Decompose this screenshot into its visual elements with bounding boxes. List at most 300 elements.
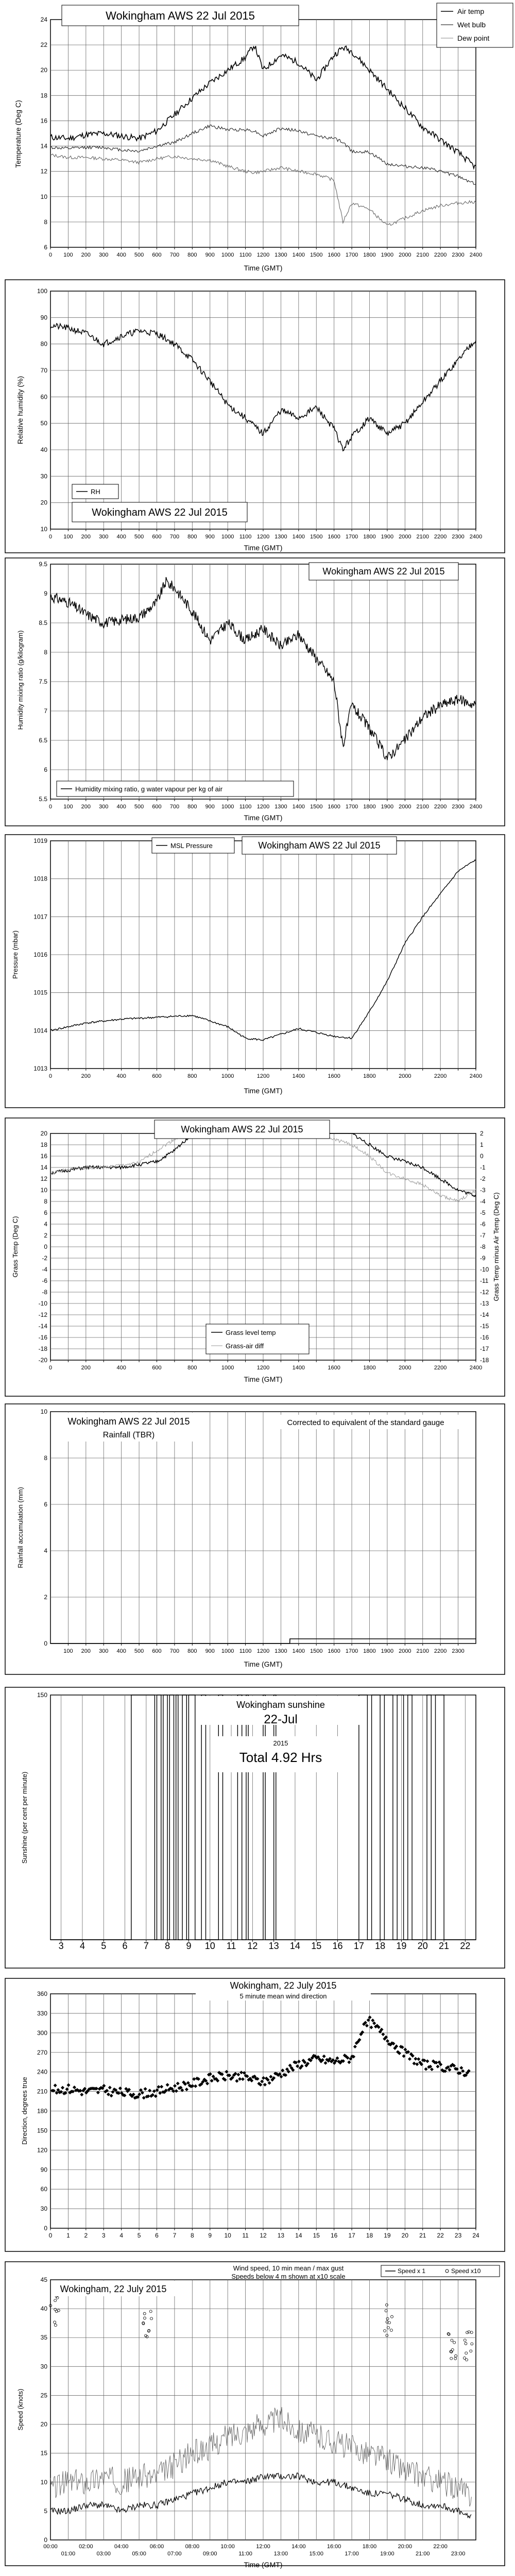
humidity-x-tick-label: 200	[81, 534, 91, 540]
wind-speed-y-tick-label: 45	[40, 2276, 47, 2283]
humidity-x-tick-label: 1000	[221, 534, 234, 540]
temperature-y-tick-label: 22	[40, 41, 47, 49]
legend-rh: RH	[91, 488, 100, 496]
mixing-ratio-x-tick-label: 1400	[292, 804, 305, 810]
rainfall-x-tick-label: 600	[152, 1648, 162, 1654]
mixing-ratio-title: Wokingham AWS 22 Jul 2015	[322, 566, 445, 577]
mixing-ratio-x-tick-label: 1300	[274, 804, 287, 810]
wind-speed-subtitle: Wind speed, 10 min mean / max gust	[233, 2264, 344, 2272]
temperature-y-tick-label: 18	[40, 92, 47, 99]
humidity-x-tick-label: 500	[134, 534, 144, 540]
mixing-ratio-y-tick-label: 6	[44, 766, 47, 773]
rainfall-panel	[0, 1401, 515, 1680]
humidity-x-tick-label: 600	[152, 534, 162, 540]
wind-speed-y-tick-label: 0	[44, 2536, 47, 2544]
wind-speed-panel	[0, 2259, 515, 2573]
temperature-x-tick-label: 2300	[452, 252, 465, 258]
wind-direction-y-tick-label: 0	[44, 2225, 47, 2232]
wind-speed-x-tick-label: 06:00	[149, 2544, 164, 2550]
pressure-x-tick-label: 200	[81, 1073, 91, 1079]
rainfall-x-tick-label: 400	[116, 1648, 126, 1654]
rainfall-x-tick-label: 1900	[381, 1648, 394, 1654]
mixing-ratio-x-tick-label: 200	[81, 804, 91, 810]
mixing-ratio-y-tick-label: 6.5	[39, 737, 47, 744]
mixing-ratio-x-tick-label: 2300	[452, 804, 465, 810]
legend-speed-x10: Speed x10	[451, 2267, 481, 2275]
sunshine-x-tick-label: 20	[417, 1941, 428, 1951]
temperature-y-tick-label: 12	[40, 167, 47, 175]
rainfall-x-tick-label: 1100	[239, 1648, 252, 1654]
humidity-x-tick-label: 700	[169, 534, 180, 540]
humidity-ylabel: Relative humidity (%)	[16, 376, 24, 445]
wind-speed-x-tick-label: 02:00	[79, 2544, 93, 2550]
wind-speed-chart	[0, 2259, 515, 2573]
humidity-x-tick-label: 1100	[239, 534, 252, 540]
temperature-ylabel: Temperature (Deg C)	[14, 100, 22, 168]
wind-speed-x-tick-label: 07:00	[167, 2551, 182, 2557]
sunshine-total: Total 4.92 Hrs	[239, 1750, 322, 1765]
grass-temp-right-y-tick-label: -3	[480, 1187, 486, 1194]
pressure-x-tick-label: 800	[187, 1073, 197, 1079]
grass-temp-y-tick-label: 4	[44, 1221, 47, 1228]
mixing-ratio-y-tick-label: 8	[44, 649, 47, 656]
sunshine-subtitle: 22-Jul	[264, 1713, 298, 1726]
grass-temp-right-y-tick-label: -9	[480, 1255, 486, 1262]
wind-direction-y-tick-label: 210	[37, 2088, 47, 2095]
grass-temp-right-y-tick-label: -2	[480, 1175, 486, 1182]
sunshine-ylabel: Sunshine (per cent per minute)	[21, 1771, 28, 1864]
rainfall-y-tick-label: 2	[44, 1594, 47, 1601]
wind-direction-x-tick-label: 9	[208, 2232, 212, 2239]
wind-direction-y-tick-label: 150	[37, 2127, 47, 2134]
grass-temp-xlabel: Time (GMT)	[244, 1375, 283, 1383]
grass-temp-chart	[0, 1113, 515, 1401]
temperature-y-tick-label: 10	[40, 193, 47, 200]
temperature-y-tick-label: 14	[40, 142, 47, 150]
legend-msl-pressure: MSL Pressure	[170, 842, 213, 850]
wind-speed-y-tick-label: 40	[40, 2305, 47, 2313]
rainfall-note: Corrected to equivalent of the standard gauge	[287, 1418, 444, 1427]
rainfall-x-tick-label: 100	[63, 1648, 73, 1654]
rainfall-x-tick-label: 800	[187, 1648, 197, 1654]
mixing-ratio-x-tick-label: 400	[116, 804, 126, 810]
temperature-x-tick-label: 300	[99, 252, 109, 258]
pressure-y-tick-label: 1015	[33, 989, 47, 996]
wind-speed-x-tick-label: 01:00	[61, 2551, 76, 2557]
pressure-y-tick-label: 1019	[33, 837, 47, 844]
humidity-x-tick-label: 100	[63, 534, 73, 540]
grass-temp-right-y-tick-label: -6	[480, 1221, 486, 1228]
wind-direction-x-tick-label: 12	[260, 2232, 267, 2239]
wind-direction-x-tick-label: 10	[224, 2232, 231, 2239]
humidity-y-tick-label: 10	[40, 526, 47, 533]
sunshine-x-tick-label: 17	[353, 1941, 364, 1951]
wind-direction-y-tick-label: 240	[37, 2068, 47, 2076]
rainfall-x-tick-label: 1500	[310, 1648, 323, 1654]
legend-air-temp: Air temp	[457, 7, 485, 15]
wind-direction-x-tick-label: 7	[173, 2232, 177, 2239]
wind-direction-x-tick-label: 18	[366, 2232, 373, 2239]
grass-temp-x-tick-label: 1000	[221, 1365, 234, 1371]
wind-direction-x-tick-label: 14	[295, 2232, 302, 2239]
grass-temp-right-y-tick-label: -16	[480, 1334, 489, 1341]
temperature-y-tick-label: 20	[40, 66, 47, 74]
mixing-ratio-y-tick-label: 8.5	[39, 619, 47, 626]
wind-speed-x-tick-label: 21:00	[415, 2551, 430, 2557]
pressure-x-tick-label: 2000	[399, 1073, 411, 1079]
grass-temp-y-tick-label: 2	[44, 1232, 47, 1239]
wind-speed-y-tick-label: 35	[40, 2334, 47, 2342]
wind-speed-x-tick-label: 08:00	[185, 2544, 200, 2550]
wind-direction-title: Wokingham, 22 July 2015	[230, 1980, 337, 1991]
legend-grass-air-diff: Grass-air diff	[226, 1342, 264, 1350]
rainfall-title: Wokingham AWS 22 Jul 2015	[67, 1416, 190, 1427]
temperature-y-tick-label: 24	[40, 16, 47, 23]
grass-temp-right-y-tick-label: -7	[480, 1232, 486, 1239]
wind-direction-x-tick-label: 22	[437, 2232, 444, 2239]
humidity-x-tick-label: 2300	[452, 534, 465, 540]
temperature-x-tick-label: 100	[63, 252, 73, 258]
wind-direction-x-tick-label: 23	[454, 2232, 462, 2239]
sunshine-y-tick-label: 150	[37, 1691, 47, 1699]
humidity-y-tick-label: 70	[40, 367, 47, 374]
pressure-y-tick-label: 1014	[33, 1027, 47, 1035]
sunshine-x-tick-label: 5	[101, 1941, 107, 1951]
pressure-chart	[0, 829, 515, 1113]
humidity-title: Wokingham AWS 22 Jul 2015	[92, 507, 228, 518]
grass-temp-x-tick-label: 1400	[292, 1365, 305, 1371]
grass-temp-y-tick-label: -14	[38, 1323, 47, 1330]
humidity-x-tick-label: 2000	[399, 534, 411, 540]
temperature-x-tick-label: 1500	[310, 252, 323, 258]
wind-speed-y-tick-label: 15	[40, 2449, 47, 2457]
pressure-x-tick-label: 2200	[434, 1073, 447, 1079]
rainfall-y-tick-label: 4	[44, 1547, 47, 1554]
wind-direction-x-tick-label: 19	[384, 2232, 391, 2239]
temperature-x-tick-label: 400	[116, 252, 126, 258]
temperature-x-tick-label: 500	[134, 252, 144, 258]
legend-speed-x1: Speed x 1	[398, 2267, 426, 2275]
humidity-y-tick-label: 40	[40, 446, 47, 453]
pressure-x-tick-label: 600	[152, 1073, 162, 1079]
wind-speed-subtitle2: Speeds below 4 m shown at x10 scale	[231, 2273, 346, 2280]
pressure-x-tick-label: 400	[116, 1073, 126, 1079]
humidity-x-tick-label: 1900	[381, 534, 394, 540]
mixing-ratio-x-tick-label: 2100	[416, 804, 429, 810]
pressure-y-tick-label: 1018	[33, 875, 47, 883]
rainfall-xlabel: Time (GMT)	[244, 1660, 283, 1668]
mixing-ratio-x-tick-label: 2000	[399, 804, 411, 810]
wind-direction-y-tick-label: 300	[37, 2029, 47, 2037]
wind-speed-x-tick-label: 20:00	[398, 2544, 413, 2550]
pressure-x-tick-label: 1400	[292, 1073, 305, 1079]
sunshine-x-tick-label: 19	[396, 1941, 407, 1951]
temperature-x-tick-label: 600	[152, 252, 162, 258]
wind-speed-ylabel: Speed (knots)	[16, 2388, 24, 2431]
wind-speed-title: Wokingham, 22 July 2015	[60, 2284, 167, 2294]
rainfall-x-tick-label: 700	[169, 1648, 180, 1654]
sunshine-x-tick-label: 21	[439, 1941, 450, 1951]
humidity-x-tick-label: 0	[48, 534, 53, 540]
sunshine-x-tick-label: 15	[311, 1941, 322, 1951]
grass-temp-right-y-tick-label: 2	[480, 1130, 484, 1137]
sunshine-x-tick-label: 16	[332, 1941, 343, 1951]
grass-temp-y-tick-label: -2	[42, 1255, 47, 1262]
pressure-y-tick-label: 1013	[33, 1065, 47, 1072]
rainfall-subtitle: Rainfall (TBR)	[102, 1431, 155, 1439]
grass-temp-right-y-tick-label: -1	[480, 1164, 486, 1171]
rainfall-x-tick-label: 900	[205, 1648, 215, 1654]
temperature-x-tick-label: 1800	[363, 252, 376, 258]
humidity-x-tick-label: 300	[99, 534, 109, 540]
rainfall-x-tick-label: 2000	[399, 1648, 411, 1654]
sunshine-x-tick-label: 4	[79, 1941, 85, 1951]
pressure-x-tick-label: 1800	[363, 1073, 376, 1079]
wind-direction-y-tick-label: 30	[40, 2205, 47, 2213]
grass-temp-y-tick-label: -10	[38, 1300, 47, 1307]
rainfall-x-tick-label: 1200	[256, 1648, 270, 1654]
mixing-ratio-x-tick-label: 300	[99, 804, 109, 810]
wind-direction-x-tick-label: 13	[277, 2232, 285, 2239]
mixing-ratio-panel	[0, 556, 515, 829]
wind-direction-y-tick-label: 330	[37, 2009, 47, 2017]
wind-direction-subtitle: 5 minute mean wind direction	[239, 1992, 327, 2000]
wind-direction-y-tick-label: 360	[37, 1990, 47, 1997]
rainfall-x-tick-label: 1300	[274, 1648, 287, 1654]
grass-temp-y-tick-label: 8	[44, 1198, 47, 1205]
wind-speed-x-tick-label: 16:00	[327, 2544, 341, 2550]
wind-direction-x-tick-label: 3	[101, 2232, 106, 2239]
humidity-y-tick-label: 20	[40, 499, 47, 506]
grass-temp-y-tick-label: 12	[40, 1175, 47, 1182]
humidity-x-tick-label: 2100	[416, 534, 429, 540]
grass-temp-y-tick-label: -6	[42, 1277, 47, 1284]
sunshine-x-tick-label: 7	[143, 1941, 149, 1951]
grass-temp-y-tick-label: -12	[38, 1311, 47, 1318]
humidity-x-tick-label: 1400	[292, 534, 305, 540]
wind-direction-x-tick-label: 1	[66, 2232, 70, 2239]
mixing-ratio-x-tick-label: 600	[152, 804, 162, 810]
temperature-x-tick-label: 1000	[221, 252, 234, 258]
grass-temp-y-tick-label: -8	[42, 1289, 47, 1296]
humidity-y-tick-label: 60	[40, 393, 47, 401]
wind-direction-y-tick-label: 270	[37, 2048, 47, 2056]
wind-speed-x-tick-label: 05:00	[132, 2551, 146, 2557]
pressure-title: Wokingham AWS 22 Jul 2015	[258, 840, 381, 851]
rainfall-x-tick-label: 1800	[363, 1648, 376, 1654]
humidity-x-tick-label: 800	[187, 534, 197, 540]
humidity-x-tick-label: 900	[205, 534, 215, 540]
pressure-x-tick-label: 1600	[328, 1073, 340, 1079]
temperature-chart	[0, 0, 515, 278]
mixing-ratio-x-tick-label: 1000	[221, 804, 234, 810]
mixing-ratio-y-tick-label: 9.5	[39, 561, 47, 568]
wind-speed-x-tick-label: 10:00	[220, 2544, 235, 2550]
pressure-xlabel: Time (GMT)	[244, 1087, 283, 1095]
wind-speed-x-tick-label: 15:00	[309, 2551, 324, 2557]
temperature-x-tick-label: 1300	[274, 252, 287, 258]
humidity-chart	[0, 278, 515, 556]
grass-temp-y-tick-label: -16	[38, 1334, 47, 1341]
grass-temp-y-tick-label: 0	[44, 1243, 47, 1250]
grass-temp-right-y-tick-label: -12	[480, 1289, 489, 1296]
wind-direction-x-tick-label: 15	[313, 2232, 320, 2239]
grass-temp-y-tick-label: 20	[40, 1130, 47, 1137]
mixing-ratio-x-tick-label: 500	[134, 804, 144, 810]
grass-temp-y-tick-label: 14	[40, 1164, 47, 1171]
pressure-panel	[0, 829, 515, 1113]
rainfall-x-tick-label: 200	[81, 1648, 91, 1654]
sunshine-x-tick-label: 12	[247, 1941, 258, 1951]
wind-speed-x-tick-label: 00:00	[43, 2544, 58, 2550]
pressure-x-tick-label: 1000	[221, 1073, 234, 1079]
legend-dew-point: Dew point	[457, 34, 490, 42]
wind-speed-x-tick-label: 17:00	[345, 2551, 359, 2557]
sunshine-x-tick-label: 9	[186, 1941, 192, 1951]
wind-direction-x-tick-label: 4	[119, 2232, 124, 2239]
mixing-ratio-x-tick-label: 800	[187, 804, 197, 810]
wind-direction-y-tick-label: 120	[37, 2146, 47, 2154]
wind-speed-y-tick-label: 25	[40, 2392, 47, 2399]
grass-temp-right-y-tick-label: -15	[480, 1323, 489, 1330]
grass-temp-y-tick-label: -20	[38, 1357, 47, 1364]
sunshine-x-tick-label: 8	[165, 1941, 170, 1951]
temperature-x-tick-label: 900	[205, 252, 215, 258]
wind-direction-x-tick-label: 11	[242, 2232, 249, 2239]
wind-direction-ylabel: Direction, degrees true	[21, 2077, 28, 2145]
mixing-ratio-x-tick-label: 1700	[345, 804, 358, 810]
humidity-x-tick-label: 2200	[434, 534, 447, 540]
temperature-x-tick-label: 2200	[434, 252, 447, 258]
grass-temp-right-y-tick-label: 0	[480, 1153, 484, 1160]
sunshine-x-tick-label: 14	[289, 1941, 300, 1951]
mixing-ratio-x-tick-label: 1500	[310, 804, 323, 810]
wind-speed-y-tick-label: 20	[40, 2420, 47, 2428]
temperature-y-tick-label: 16	[40, 117, 47, 125]
sunshine-x-tick-label: 6	[122, 1941, 128, 1951]
rainfall-x-tick-label: 1400	[292, 1648, 305, 1654]
humidity-y-tick-label: 30	[40, 472, 47, 480]
grass-temp-right-y-tick-label: -14	[480, 1311, 489, 1318]
wind-direction-x-tick-label: 6	[155, 2232, 159, 2239]
mixing-ratio-ylabel: Humidity mixing ratio (g/kilogram)	[16, 630, 24, 730]
wind-direction-x-tick-label: 0	[48, 2232, 53, 2239]
sunshine-chart	[0, 1685, 515, 1973]
sunshine-x-tick-label: 18	[375, 1941, 386, 1951]
temperature-panel	[0, 0, 515, 278]
rainfall-x-tick-label: 2100	[416, 1648, 429, 1654]
wind-speed-xlabel: Time (GMT)	[244, 2561, 283, 2569]
wind-direction-x-tick-label: 16	[330, 2232, 338, 2239]
rainfall-x-tick-label: 300	[99, 1648, 109, 1654]
legend-grass-level-temp: Grass level temp	[226, 1329, 276, 1336]
humidity-xlabel: Time (GMT)	[244, 544, 283, 552]
wind-direction-x-tick-label: 20	[401, 2232, 409, 2239]
wind-direction-panel	[0, 1976, 515, 2257]
grass-temp-ylabel2: Grass Temp minus Air Temp (Deg C)	[492, 1192, 500, 1301]
rainfall-x-tick-label: 1000	[221, 1648, 234, 1654]
humidity-x-tick-label: 1700	[345, 534, 358, 540]
rainfall-chart	[0, 1401, 515, 1680]
grass-temp-y-tick-label: 18	[40, 1141, 47, 1148]
temperature-x-tick-label: 0	[48, 252, 53, 258]
grass-temp-y-tick-label: -18	[38, 1345, 47, 1352]
wind-speed-x-tick-label: 22:00	[433, 2544, 448, 2550]
wind-speed-y-tick-label: 10	[40, 2478, 47, 2486]
temperature-x-tick-label: 1700	[345, 252, 358, 258]
pressure-ylabel: Pressure (mbar)	[11, 930, 19, 979]
grass-temp-right-y-tick-label: -13	[480, 1300, 489, 1307]
grass-temp-right-y-tick-label: -17	[480, 1345, 489, 1352]
sunshine-title: Wokingham sunshine	[236, 1700, 325, 1710]
humidity-x-tick-label: 1200	[256, 534, 270, 540]
rainfall-y-tick-label: 6	[44, 1501, 47, 1508]
wind-speed-x-tick-label: 19:00	[380, 2551, 394, 2557]
grass-temp-title: Wokingham AWS 22 Jul 2015	[181, 1124, 303, 1134]
grass-temp-x-tick-label: 1200	[256, 1365, 270, 1371]
temperature-x-tick-label: 1600	[328, 252, 340, 258]
sunshine-panel	[0, 1685, 515, 1973]
wind-speed-x-tick-label: 23:00	[451, 2551, 466, 2557]
mixing-ratio-x-tick-label: 2200	[434, 804, 447, 810]
grass-temp-right-y-tick-label: 1	[480, 1141, 484, 1148]
wind-speed-x-tick-label: 13:00	[273, 2551, 288, 2557]
grass-temp-x-tick-label: 1800	[363, 1365, 376, 1371]
rainfall-y-tick-label: 8	[44, 1454, 47, 1462]
sunshine-x-tick-label: 13	[268, 1941, 279, 1951]
wind-direction-x-tick-label: 8	[190, 2232, 194, 2239]
pressure-x-tick-label: 1200	[256, 1073, 270, 1079]
grass-temp-panel	[0, 1113, 515, 1401]
wind-direction-y-tick-label: 90	[40, 2166, 47, 2174]
sunshine-x-tick-label: 22	[460, 1941, 471, 1951]
humidity-x-tick-label: 1500	[310, 534, 323, 540]
pressure-x-tick-label: 0	[48, 1073, 53, 1079]
temperature-y-tick-label: 6	[44, 244, 47, 251]
temperature-y-tick-label: 8	[44, 218, 47, 226]
rainfall-x-tick-label: 1700	[345, 1648, 358, 1654]
wind-direction-chart	[0, 1976, 515, 2257]
grass-temp-right-y-tick-label: -8	[480, 1243, 486, 1250]
rainfall-x-tick-label: 1600	[328, 1648, 340, 1654]
temperature-x-tick-label: 2400	[469, 252, 483, 258]
mixing-ratio-y-tick-label: 9	[44, 590, 47, 597]
mixing-ratio-chart	[0, 556, 515, 829]
temperature-x-tick-label: 1200	[256, 252, 270, 258]
pressure-x-tick-label: 2400	[469, 1073, 483, 1079]
rainfall-x-tick-label: 2200	[434, 1648, 447, 1654]
grass-temp-right-y-tick-label: -11	[480, 1277, 489, 1284]
temperature-x-tick-label: 1900	[381, 252, 394, 258]
grass-temp-x-tick-label: 400	[116, 1365, 126, 1371]
humidity-y-tick-label: 90	[40, 314, 47, 321]
temperature-x-tick-label: 800	[187, 252, 197, 258]
wind-direction-x-tick-label: 2	[84, 2232, 88, 2239]
wind-direction-x-tick-label: 24	[472, 2232, 479, 2239]
mixing-ratio-x-tick-label: 1100	[239, 804, 252, 810]
temperature-x-tick-label: 2100	[416, 252, 429, 258]
sunshine-year: 2015	[273, 1739, 288, 1747]
grass-temp-x-tick-label: 2400	[469, 1365, 483, 1371]
legend-mixing-ratio: Humidity mixing ratio, g water vapour per kg of air	[75, 785, 223, 793]
humidity-x-tick-label: 400	[116, 534, 126, 540]
grass-temp-right-y-tick-label: -4	[480, 1198, 486, 1205]
grass-temp-y-tick-label: 6	[44, 1209, 47, 1216]
grass-temp-y-tick-label: 10	[40, 1187, 47, 1194]
wind-speed-y-tick-label: 5	[44, 2507, 47, 2515]
pressure-y-tick-label: 1016	[33, 951, 47, 958]
temperature-xlabel: Time (GMT)	[244, 264, 283, 272]
